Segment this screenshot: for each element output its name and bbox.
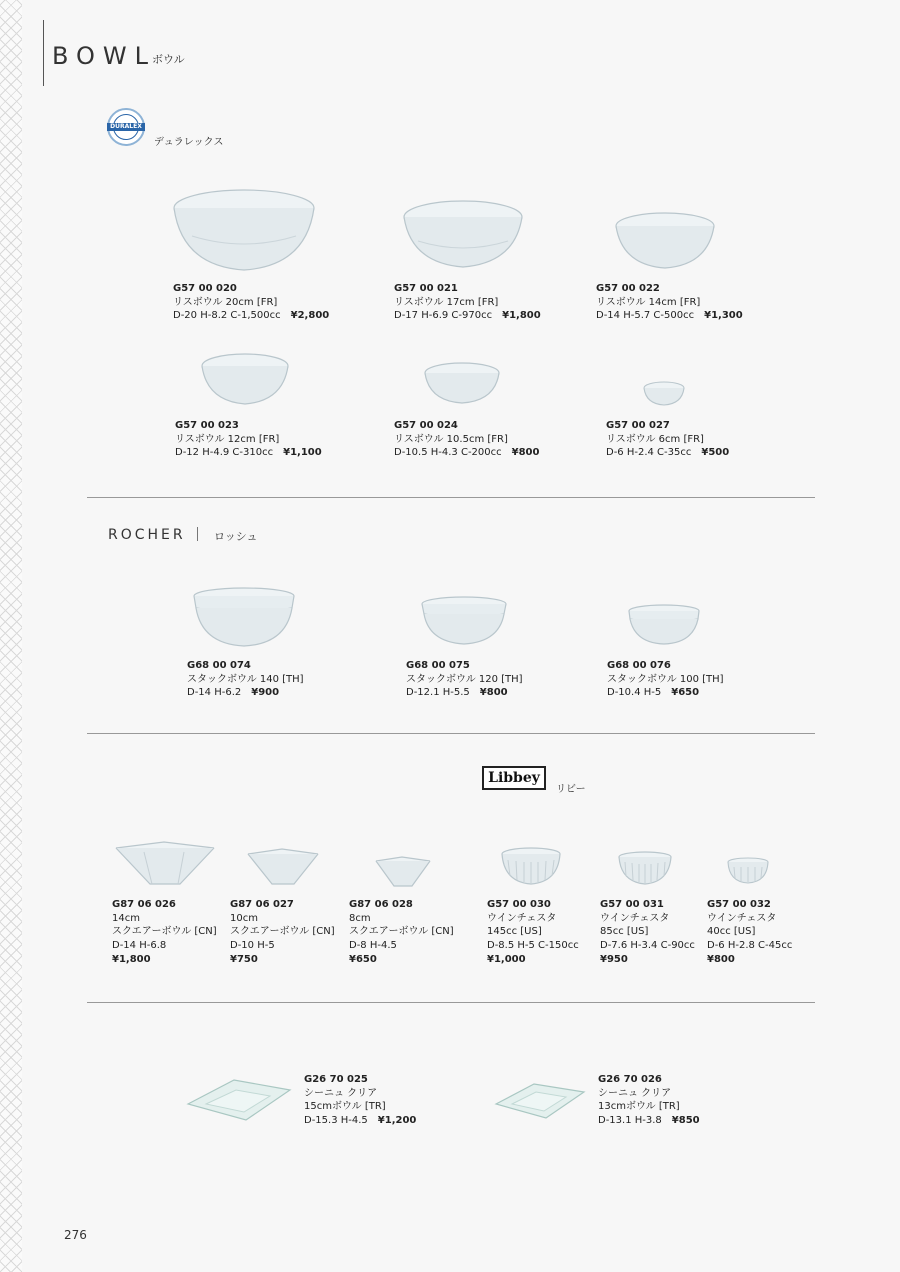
- product-price: ¥800: [479, 687, 508, 699]
- bowl-image-g57-00-020: [172, 186, 316, 272]
- bowl-image-g87-06-028: [374, 856, 432, 888]
- product-size: 14cm: [112, 912, 140, 924]
- product-price: ¥1,800: [112, 953, 151, 965]
- bowl-image-g57-00-031: [617, 850, 673, 886]
- bowl-image-g87-06-027: [246, 848, 320, 886]
- product-g68-00-076: [607, 659, 724, 700]
- product-name: リスボウル 10.5cm [FR]: [394, 433, 508, 445]
- bowl-image-g68-00-075: [420, 596, 508, 646]
- product-name: リスボウル 17cm [FR]: [394, 296, 499, 308]
- bowl-image-g57-00-023: [200, 352, 290, 406]
- product-spec: D-10.5 H-4.3 C-200cc: [394, 447, 502, 459]
- bowl-image-g87-06-026: [114, 840, 216, 886]
- product-spec: D-14 H-6.2: [187, 687, 242, 699]
- product-name: スクエアーボウル [CN]: [112, 926, 217, 938]
- section-divider: [87, 497, 815, 498]
- product-name: スタックボウル 140 [TH]: [187, 673, 304, 685]
- product-code: G68 00 076: [607, 660, 671, 671]
- product-size: 8cm: [349, 912, 371, 924]
- product-code: G57 00 024: [394, 420, 458, 431]
- product-spec: D-17 H-6.9 C-970cc: [394, 310, 493, 322]
- product-size: ウインチェスタ: [487, 912, 557, 924]
- product-g57-00-031: [600, 898, 695, 967]
- bowl-image-g57-00-024: [423, 361, 501, 405]
- product-spec: D-14 H-5.7 C-500cc: [596, 310, 695, 322]
- bowl-image-g26-70-025: [186, 1076, 294, 1124]
- product-line: シーニュ クリア: [598, 1087, 672, 1099]
- product-spec: D-14 H-6.8: [112, 940, 167, 952]
- product-price: ¥1,800: [502, 310, 541, 322]
- bowl-image-g57-00-027: [642, 381, 686, 407]
- product-g57-00-021: [394, 282, 541, 323]
- product-g87-06-028: [349, 898, 454, 967]
- product-code: G57 00 023: [175, 420, 239, 431]
- product-price: ¥800: [511, 447, 540, 459]
- rocher-title-separator: [197, 527, 198, 541]
- product-code: G26 70 025: [304, 1074, 368, 1085]
- product-name: スタックボウル 100 [TH]: [607, 673, 724, 685]
- bowl-image-g57-00-032: [726, 857, 770, 885]
- product-name: 85cc [US]: [600, 926, 649, 938]
- product-g57-00-024: [394, 419, 539, 460]
- product-g68-00-074: [187, 659, 304, 700]
- product-spec: D-7.6 H-3.4 C-90cc: [600, 940, 695, 952]
- product-price: ¥500: [701, 447, 730, 459]
- libbey-logo: Libbey: [482, 766, 546, 790]
- product-spec: D-12.1 H-5.5: [406, 687, 470, 699]
- decorative-edge-pattern: [0, 0, 22, 1272]
- title-rule: [43, 20, 44, 86]
- product-code: G57 00 022: [596, 283, 660, 294]
- product-price: ¥1,300: [704, 310, 743, 322]
- product-code: G87 06 026: [112, 899, 176, 910]
- bowl-image-g57-00-022: [614, 210, 716, 270]
- product-name: 145cc [US]: [487, 926, 542, 938]
- product-code: G57 00 030: [487, 899, 551, 910]
- duralex-logo-text: DURALEX: [107, 123, 145, 131]
- bowl-image-g68-00-074: [192, 586, 296, 648]
- product-name: スタックボウル 120 [TH]: [406, 673, 523, 685]
- product-code: G87 06 028: [349, 899, 413, 910]
- product-spec: D-10.4 H-5: [607, 687, 662, 699]
- product-spec: D-15.3 H-4.5: [304, 1115, 368, 1127]
- product-spec: D-8 H-4.5: [349, 940, 397, 952]
- bowl-image-g68-00-076: [627, 604, 701, 646]
- product-g57-00-032: [707, 898, 792, 967]
- product-code: G68 00 074: [187, 660, 251, 671]
- product-g26-70-026: [598, 1073, 700, 1128]
- duralex-name-jp: デュラレックス: [154, 137, 224, 148]
- product-name: スクエアーボウル [CN]: [230, 926, 335, 938]
- product-price: ¥2,800: [290, 310, 330, 322]
- product-size: 10cm: [230, 912, 258, 924]
- page-title: BOWL: [52, 42, 157, 70]
- product-code: G57 00 021: [394, 283, 458, 294]
- product-g87-06-027: [230, 898, 335, 967]
- product-spec: D-12 H-4.9 C-310cc: [175, 447, 274, 459]
- product-price: ¥1,200: [377, 1115, 417, 1127]
- product-price: ¥900: [251, 687, 280, 699]
- product-spec: D-13.1 H-3.8: [598, 1115, 662, 1127]
- section-divider: [87, 1002, 815, 1003]
- product-spec: D-8.5 H-5 C-150cc: [487, 940, 579, 952]
- product-price: ¥650: [349, 953, 377, 965]
- product-spec: D-6 H-2.8 C-45cc: [707, 940, 793, 952]
- product-code: G57 00 031: [600, 899, 664, 910]
- product-code: G26 70 026: [598, 1074, 662, 1085]
- libbey-name-jp: リビー: [556, 784, 586, 795]
- bowl-image-g57-00-021: [402, 197, 524, 269]
- product-code: G57 00 032: [707, 899, 771, 910]
- product-price: ¥1,000: [487, 953, 526, 965]
- product-name: 13cmボウル [TR]: [598, 1101, 680, 1113]
- product-g57-00-030: [487, 898, 579, 967]
- bowl-image-g26-70-026: [494, 1080, 586, 1122]
- product-spec: D-20 H-8.2 C-1,500cc: [173, 310, 281, 322]
- bowl-image-g57-00-030: [500, 846, 562, 886]
- duralex-logo: [107, 108, 145, 146]
- product-code: G57 00 020: [173, 283, 237, 294]
- product-name: リスボウル 12cm [FR]: [175, 433, 280, 445]
- page-number: 276: [64, 1228, 87, 1242]
- product-size: ウインチェスタ: [600, 912, 670, 924]
- product-spec: D-6 H-2.4 C-35cc: [606, 447, 692, 459]
- product-g68-00-075: [406, 659, 523, 700]
- section-divider: [87, 733, 815, 734]
- product-g57-00-020: [173, 282, 329, 323]
- product-name: リスボウル 20cm [FR]: [173, 296, 278, 308]
- product-code: G68 00 075: [406, 660, 470, 671]
- rocher-title-jp: ロッシュ: [214, 530, 258, 543]
- product-price: ¥750: [230, 953, 258, 965]
- page-title-jp: ボウル: [152, 53, 185, 66]
- product-g57-00-023: [175, 419, 322, 460]
- product-code: G57 00 027: [606, 420, 670, 431]
- product-name: スクエアーボウル [CN]: [349, 926, 454, 938]
- product-price: ¥800: [707, 953, 735, 965]
- product-g57-00-027: [606, 419, 729, 460]
- product-name: 15cmボウル [TR]: [304, 1101, 386, 1113]
- product-price: ¥650: [671, 687, 700, 699]
- product-g57-00-022: [596, 282, 743, 323]
- rocher-title: ROCHER: [108, 527, 186, 543]
- product-price: ¥1,100: [283, 447, 322, 459]
- product-price: ¥850: [671, 1115, 700, 1127]
- product-g26-70-025: [304, 1073, 416, 1128]
- product-name: 40cc [US]: [707, 926, 756, 938]
- product-code: G87 06 027: [230, 899, 294, 910]
- product-name: リスボウル 6cm [FR]: [606, 433, 704, 445]
- product-spec: D-10 H-5: [230, 940, 275, 952]
- product-line: シーニュ クリア: [304, 1087, 378, 1099]
- product-name: リスボウル 14cm [FR]: [596, 296, 701, 308]
- product-size: ウインチェスタ: [707, 912, 777, 924]
- product-g87-06-026: [112, 898, 217, 967]
- product-price: ¥950: [600, 953, 628, 965]
